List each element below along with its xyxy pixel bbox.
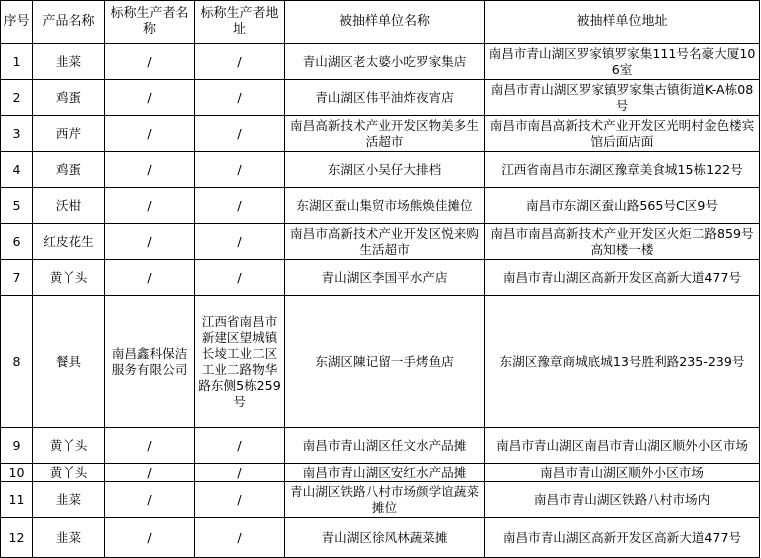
cell-unit-address: 南昌市南昌高新技术产业开发区火炬二路859号高知楼一楼 (485, 224, 760, 260)
cell-unit-address: 南昌市东湖区蚕山路565号C区9号 (485, 188, 760, 224)
cell-product: 韭菜 (33, 44, 105, 80)
cell-manufacturer: / (105, 428, 195, 464)
header-manufacturer-address: 标称生产者地址 (195, 1, 285, 44)
cell-product: 鸡蛋 (33, 80, 105, 116)
cell-manufacturer: / (105, 224, 195, 260)
cell-product: 沃柑 (33, 188, 105, 224)
cell-manufacturer-address: / (195, 260, 285, 296)
cell-unit-address: 江西省南昌市东湖区豫章美食城15栋122号 (485, 152, 760, 188)
cell-no: 9 (1, 428, 33, 464)
table-row (1, 464, 760, 482)
cell-no: 10 (1, 464, 33, 482)
table-row (1, 260, 760, 296)
cell-unit-address: 南昌市青山湖区高新开发区高新大道477号 (485, 260, 760, 296)
table-row (1, 224, 760, 260)
cell-no: 11 (1, 482, 33, 518)
header-unit: 被抽样单位名称 (285, 1, 485, 44)
cell-no: 5 (1, 188, 33, 224)
cell-unit-address: 南昌市南昌高新技术产业开发区光明村金色楼宾馆后面店面 (485, 116, 760, 152)
table-row (1, 80, 760, 116)
header-unit-address: 被抽样单位地址 (485, 1, 760, 44)
cell-unit-address: 南昌市青山湖区南昌市青山湖区顺外小区市场 (485, 428, 760, 464)
cell-product: 餐具 (33, 296, 105, 428)
cell-unit: 东湖区陳记留一手烤鱼店 (285, 296, 485, 428)
cell-product: 红皮花生 (33, 224, 105, 260)
header-product: 产品名称 (33, 1, 105, 44)
cell-unit-address: 南昌市青山湖区罗家镇罗家集古镇街道K-A栋08号 (485, 80, 760, 116)
cell-manufacturer-address: / (195, 464, 285, 482)
cell-manufacturer: / (105, 152, 195, 188)
cell-unit: 东湖区蚕山集贸市场熊焕佳摊位 (285, 188, 485, 224)
cell-no: 3 (1, 116, 33, 152)
cell-manufacturer: / (105, 518, 195, 558)
cell-manufacturer-address: / (195, 482, 285, 518)
cell-manufacturer-address: / (195, 224, 285, 260)
cell-manufacturer: / (105, 116, 195, 152)
cell-no: 8 (1, 296, 33, 428)
cell-manufacturer-address: / (195, 116, 285, 152)
table-row (1, 152, 760, 188)
cell-unit: 青山湖区铁路八村市场颜学谊蔬菜摊位 (285, 482, 485, 518)
cell-unit-address: 东湖区豫章商城底城13号胜利路235-239号 (485, 296, 760, 428)
cell-manufacturer: / (105, 482, 195, 518)
cell-manufacturer: / (105, 188, 195, 224)
cell-manufacturer-address: / (195, 428, 285, 464)
cell-unit-address: 南昌市青山湖区铁路八村市场内 (485, 482, 760, 518)
cell-unit: 南昌高新技术产业开发区物美多生活超市 (285, 116, 485, 152)
cell-manufacturer: 南昌鑫科保洁服务有限公司 (105, 296, 195, 428)
cell-manufacturer-address: / (195, 188, 285, 224)
table-row (1, 296, 760, 428)
cell-no: 12 (1, 518, 33, 558)
cell-no: 2 (1, 80, 33, 116)
cell-unit-address: 南昌市青山湖区顺外小区市场 (485, 464, 760, 482)
table-row (1, 44, 760, 80)
cell-no: 7 (1, 260, 33, 296)
cell-unit: 东湖区小吴仔大排档 (285, 152, 485, 188)
cell-manufacturer-address: / (195, 152, 285, 188)
table-header-row (1, 1, 760, 44)
cell-manufacturer: / (105, 80, 195, 116)
cell-manufacturer-address: 江西省南昌市新建区望城镇长堎工业二区工业二路物华路东侧5栋259号 (195, 296, 285, 428)
header-no: 序号 (1, 1, 33, 44)
table-row (1, 116, 760, 152)
cell-product: 韭菜 (33, 482, 105, 518)
cell-product: 黄丫头 (33, 428, 105, 464)
cell-unit-address: 南昌市青山湖区罗家镇罗家集111号名豪大厦106室 (485, 44, 760, 80)
cell-unit: 青山湖区伟平油炸夜宵店 (285, 80, 485, 116)
cell-unit-address: 南昌市青山湖区高新开发区高新大道477号 (485, 518, 760, 558)
cell-unit: 青山湖区李国平水产店 (285, 260, 485, 296)
cell-no: 6 (1, 224, 33, 260)
cell-product: 黄丫头 (33, 464, 105, 482)
cell-unit: 南昌市青山湖区任文水产品摊 (285, 428, 485, 464)
table-row (1, 188, 760, 224)
cell-product: 西芹 (33, 116, 105, 152)
cell-manufacturer: / (105, 44, 195, 80)
cell-product: 黄丫头 (33, 260, 105, 296)
cell-unit: 南昌市高新技术产业开发区悦来购生活超市 (285, 224, 485, 260)
cell-unit: 青山湖区老太婆小吃罗家集店 (285, 44, 485, 80)
table-row (1, 482, 760, 518)
table-row (1, 518, 760, 558)
cell-manufacturer-address: / (195, 518, 285, 558)
cell-unit: 青山湖区徐风林蔬菜摊 (285, 518, 485, 558)
cell-manufacturer-address: / (195, 44, 285, 80)
cell-unit: 南昌市青山湖区安红水产品摊 (285, 464, 485, 482)
cell-no: 4 (1, 152, 33, 188)
cell-manufacturer: / (105, 260, 195, 296)
cell-manufacturer: / (105, 464, 195, 482)
cell-manufacturer-address: / (195, 80, 285, 116)
table-row (1, 428, 760, 464)
cell-no: 1 (1, 44, 33, 80)
cell-product: 韭菜 (33, 518, 105, 558)
header-manufacturer: 标称生产者名称 (105, 1, 195, 44)
cell-product: 鸡蛋 (33, 152, 105, 188)
